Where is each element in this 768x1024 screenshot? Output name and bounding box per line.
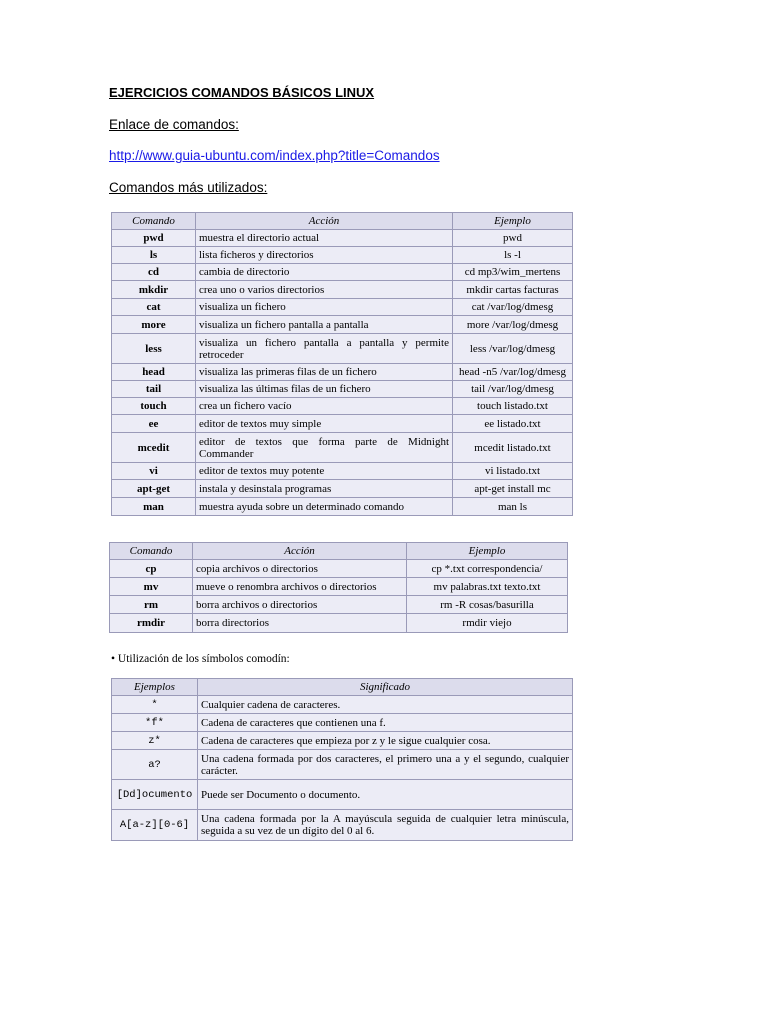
table-row	[112, 732, 573, 750]
table-header-row	[112, 679, 573, 696]
table-row	[112, 714, 573, 732]
ejemplo-cell: rmdir viejo	[407, 614, 568, 633]
ejemplo-cell: less /var/log/dmesg	[453, 334, 573, 364]
ejemplo-cell: z*	[112, 732, 198, 750]
table-row	[110, 614, 568, 633]
ejemplo-cell: mcedit listado.txt	[453, 433, 573, 463]
ejemplo-cell: head -n5 /var/log/dmesg	[453, 364, 573, 381]
accion-cell: instala y desinstala programas	[196, 480, 453, 498]
cmd-cell: vi	[112, 463, 196, 480]
cmd-cell: mcedit	[112, 433, 196, 463]
ejemplo-cell: cp *.txt correspondencia/	[407, 560, 568, 578]
significado-cell: Cadena de caracteres que contienen una f.	[198, 714, 573, 732]
table-row	[112, 299, 573, 316]
enlace-label: Enlace de comandos:	[109, 117, 239, 132]
accion-cell: visualiza un fichero pantalla a pantalla y permite retroceder	[196, 334, 453, 364]
table-row	[112, 334, 573, 364]
cmd-cell: cd	[112, 264, 196, 281]
cmd-cell: apt-get	[112, 480, 196, 498]
table-row	[112, 264, 573, 281]
cmd-cell: ee	[112, 415, 196, 433]
cmd-cell: tail	[112, 381, 196, 398]
table-row	[112, 230, 573, 247]
col-header-significado: Significado	[198, 679, 573, 696]
table-row	[110, 578, 568, 596]
cmd-cell: mkdir	[112, 281, 196, 299]
table-row	[112, 750, 573, 780]
table-row	[112, 780, 573, 810]
accion-cell: visualiza un fichero pantalla a pantalla	[196, 316, 453, 334]
ejemplo-cell: *	[112, 696, 198, 714]
accion-cell: copia archivos o directorios	[193, 560, 407, 578]
ejemplo-cell: pwd	[453, 230, 573, 247]
table-row	[110, 560, 568, 578]
table-row	[110, 596, 568, 614]
col-header-ejemplo: Ejemplo	[453, 213, 573, 230]
cmd-cell: cp	[110, 560, 193, 578]
accion-cell: borra directorios	[193, 614, 407, 633]
table-header-row	[110, 543, 568, 560]
ejemplo-cell: mv palabras.txt texto.txt	[407, 578, 568, 596]
significado-cell: Cualquier cadena de caracteres.	[198, 696, 573, 714]
ejemplo-cell: a?	[112, 750, 198, 780]
cmd-cell: man	[112, 498, 196, 516]
significado-cell: Una cadena formada por la A mayúscula seguida de cualquier letra minúscula, seguida a su vez de un dígito del 0 al 6.	[198, 810, 573, 841]
accion-cell: lista ficheros y directorios	[196, 247, 453, 264]
col-header-ejemplos: Ejemplos	[112, 679, 198, 696]
ejemplo-cell: ee listado.txt	[453, 415, 573, 433]
ejemplo-cell: A[a-z][0-6]	[112, 810, 198, 841]
table-row	[112, 415, 573, 433]
cmd-cell: rmdir	[110, 614, 193, 633]
cmd-cell: more	[112, 316, 196, 334]
ejemplo-cell: *f*	[112, 714, 198, 732]
col-header-comando: Comando	[112, 213, 196, 230]
table-header-row	[112, 213, 573, 230]
accion-cell: visualiza las últimas filas de un fichero	[196, 381, 453, 398]
table-row	[112, 381, 573, 398]
mas-utilizados-label: Comandos más utilizados:	[109, 180, 268, 195]
table-row	[112, 316, 573, 334]
page-heading: EJERCICIOS COMANDOS BÁSICOS LINUX	[109, 85, 375, 100]
accion-cell: crea un fichero vacío	[196, 398, 453, 415]
significado-cell: Una cadena formada por dos caracteres, el primero una a y el segundo, cualquier carácter.	[198, 750, 573, 780]
accion-cell: editor de textos muy simple	[196, 415, 453, 433]
wildcards-table	[111, 678, 573, 841]
table-row	[112, 463, 573, 480]
comandos-link-wrap	[109, 148, 440, 163]
table-row	[112, 498, 573, 516]
cmd-cell: mv	[110, 578, 193, 596]
accion-cell: editor de textos muy potente	[196, 463, 453, 480]
accion-cell: cambia de directorio	[196, 264, 453, 281]
commands-table-2	[109, 542, 568, 633]
col-header-accion: Acción	[196, 213, 453, 230]
ejemplo-cell: tail /var/log/dmesg	[453, 381, 573, 398]
cmd-cell: cat	[112, 299, 196, 316]
cmd-cell: ls	[112, 247, 196, 264]
accion-cell: visualiza las primeras filas de un fichero	[196, 364, 453, 381]
ejemplo-cell: vi listado.txt	[453, 463, 573, 480]
ejemplo-cell: man ls	[453, 498, 573, 516]
cmd-cell: less	[112, 334, 196, 364]
ejemplo-cell: ls -l	[453, 247, 573, 264]
table-row	[112, 364, 573, 381]
accion-cell: mueve o renombra archivos o directorios	[193, 578, 407, 596]
col-header-comando: Comando	[110, 543, 193, 560]
accion-cell: muestra ayuda sobre un determinado comando	[196, 498, 453, 516]
ejemplo-cell: cat /var/log/dmesg	[453, 299, 573, 316]
cmd-cell: head	[112, 364, 196, 381]
accion-cell: visualiza un fichero	[196, 299, 453, 316]
commands-table-1	[111, 212, 573, 516]
ejemplo-cell: touch listado.txt	[453, 398, 573, 415]
table-row	[112, 480, 573, 498]
accion-cell: muestra el directorio actual	[196, 230, 453, 247]
col-header-accion: Acción	[193, 543, 407, 560]
table-row	[112, 281, 573, 299]
comandos-link[interactable]: http://www.guia-ubuntu.com/index.php?title=Comandos	[109, 148, 440, 163]
ejemplo-cell: mkdir cartas facturas	[453, 281, 573, 299]
table-row	[112, 696, 573, 714]
ejemplo-cell: cd mp3/wim_mertens	[453, 264, 573, 281]
ejemplo-cell: rm -R cosas/basurilla	[407, 596, 568, 614]
significado-cell: Puede ser Documento o documento.	[198, 780, 573, 810]
significado-cell: Cadena de caracteres que empieza por z y le sigue cualquier cosa.	[198, 732, 573, 750]
table-row	[112, 398, 573, 415]
table-row	[112, 247, 573, 264]
ejemplo-cell: [Dd]ocumento	[112, 780, 198, 810]
col-header-ejemplo: Ejemplo	[407, 543, 568, 560]
ejemplo-cell: apt-get install mc	[453, 480, 573, 498]
table-row	[112, 810, 573, 841]
accion-cell: crea uno o varios directorios	[196, 281, 453, 299]
cmd-cell: touch	[112, 398, 196, 415]
ejemplo-cell: more /var/log/dmesg	[453, 316, 573, 334]
accion-cell: editor de textos que forma parte de Midnight Commander	[196, 433, 453, 463]
cmd-cell: rm	[110, 596, 193, 614]
cmd-cell: pwd	[112, 230, 196, 247]
comodin-label: • Utilización de los símbolos comodín:	[111, 653, 290, 665]
table-row	[112, 433, 573, 463]
accion-cell: borra archivos o directorios	[193, 596, 407, 614]
